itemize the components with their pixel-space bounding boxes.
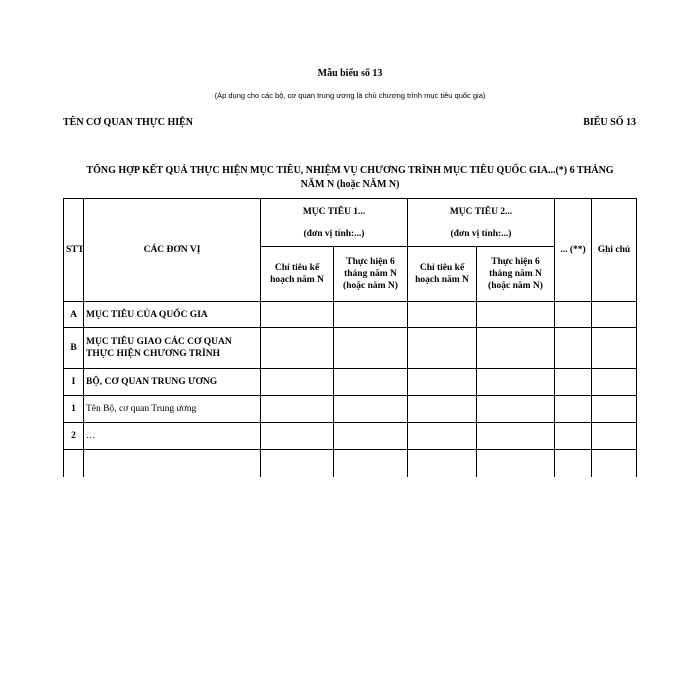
header-goal-2-actual: Thực hiện 6 tháng năm N (hoặc năm N): [477, 247, 555, 302]
application-note: (Áp dụng cho các bộ, cơ quan trung ương là chủ chương trình mục tiêu quốc gia): [214, 91, 486, 100]
header-units: CÁC ĐƠN VỊ: [84, 199, 261, 302]
header-goal-1: [261, 199, 408, 247]
report-title-line2: NĂM N (hoặc NĂM N): [300, 179, 400, 190]
row-name: BỘ, CƠ QUAN TRUNG ƯƠNG: [84, 369, 261, 396]
row-name: Tên Bộ, cơ quan Trung ương: [84, 396, 261, 423]
header-goal-2: [408, 199, 555, 247]
form-number: Mẫu biểu số 13: [317, 68, 383, 79]
row-stt: 1: [64, 396, 84, 423]
table-row: [64, 450, 637, 477]
row-name: MỤC TIÊU GIAO CÁC CƠ QUAN THỰC HIỆN CHƯƠNG TRÌNH: [84, 328, 261, 369]
goal-2-unit: (đơn vị tính:...): [450, 228, 512, 239]
table-row: [64, 369, 637, 396]
agency-name: TÊN CƠ QUAN THỰC HIỆN: [63, 117, 194, 128]
table-row: [64, 423, 637, 450]
header-goal-1-actual: Thực hiện 6 tháng năm N (hoặc năm N): [334, 247, 408, 302]
header-note: Ghi chú: [592, 199, 637, 302]
header-goal-1-plan: Chỉ tiêu kế hoạch năm N: [261, 247, 334, 302]
header-goal-2-plan: Chỉ tiêu kế hoạch năm N: [408, 247, 477, 302]
row-stt: B: [64, 328, 84, 369]
row-stt: I: [64, 369, 84, 396]
header-more: ... (**): [555, 199, 592, 302]
row-stt: [64, 450, 84, 477]
report-title-line1: TỔNG HỢP KẾT QUẢ THỰC HIỆN MỤC TIÊU, NHIỆM VỤ CHƯƠNG TRÌNH MỤC TIÊU QUỐC GIA...(*) 6 THÁNG: [86, 165, 614, 176]
row-name: MỤC TIÊU CỦA QUỐC GIA: [84, 302, 261, 328]
table-row: [64, 328, 637, 369]
goal-2-title: MỤC TIÊU 2...: [449, 206, 513, 217]
report-table: [63, 198, 637, 477]
goal-1-title: MỤC TIÊU 1...: [302, 206, 366, 217]
header-stt: STT: [64, 199, 84, 302]
table-row: [64, 396, 637, 423]
row-name: [84, 450, 261, 477]
goal-1-unit: (đơn vị tính:...): [303, 228, 365, 239]
table-row: [64, 302, 637, 328]
row-stt: 2: [64, 423, 84, 450]
form-label: BIỂU SỐ 13: [583, 117, 636, 128]
row-stt: A: [64, 302, 84, 328]
row-name: …: [84, 423, 261, 450]
report-title: [60, 164, 640, 192]
